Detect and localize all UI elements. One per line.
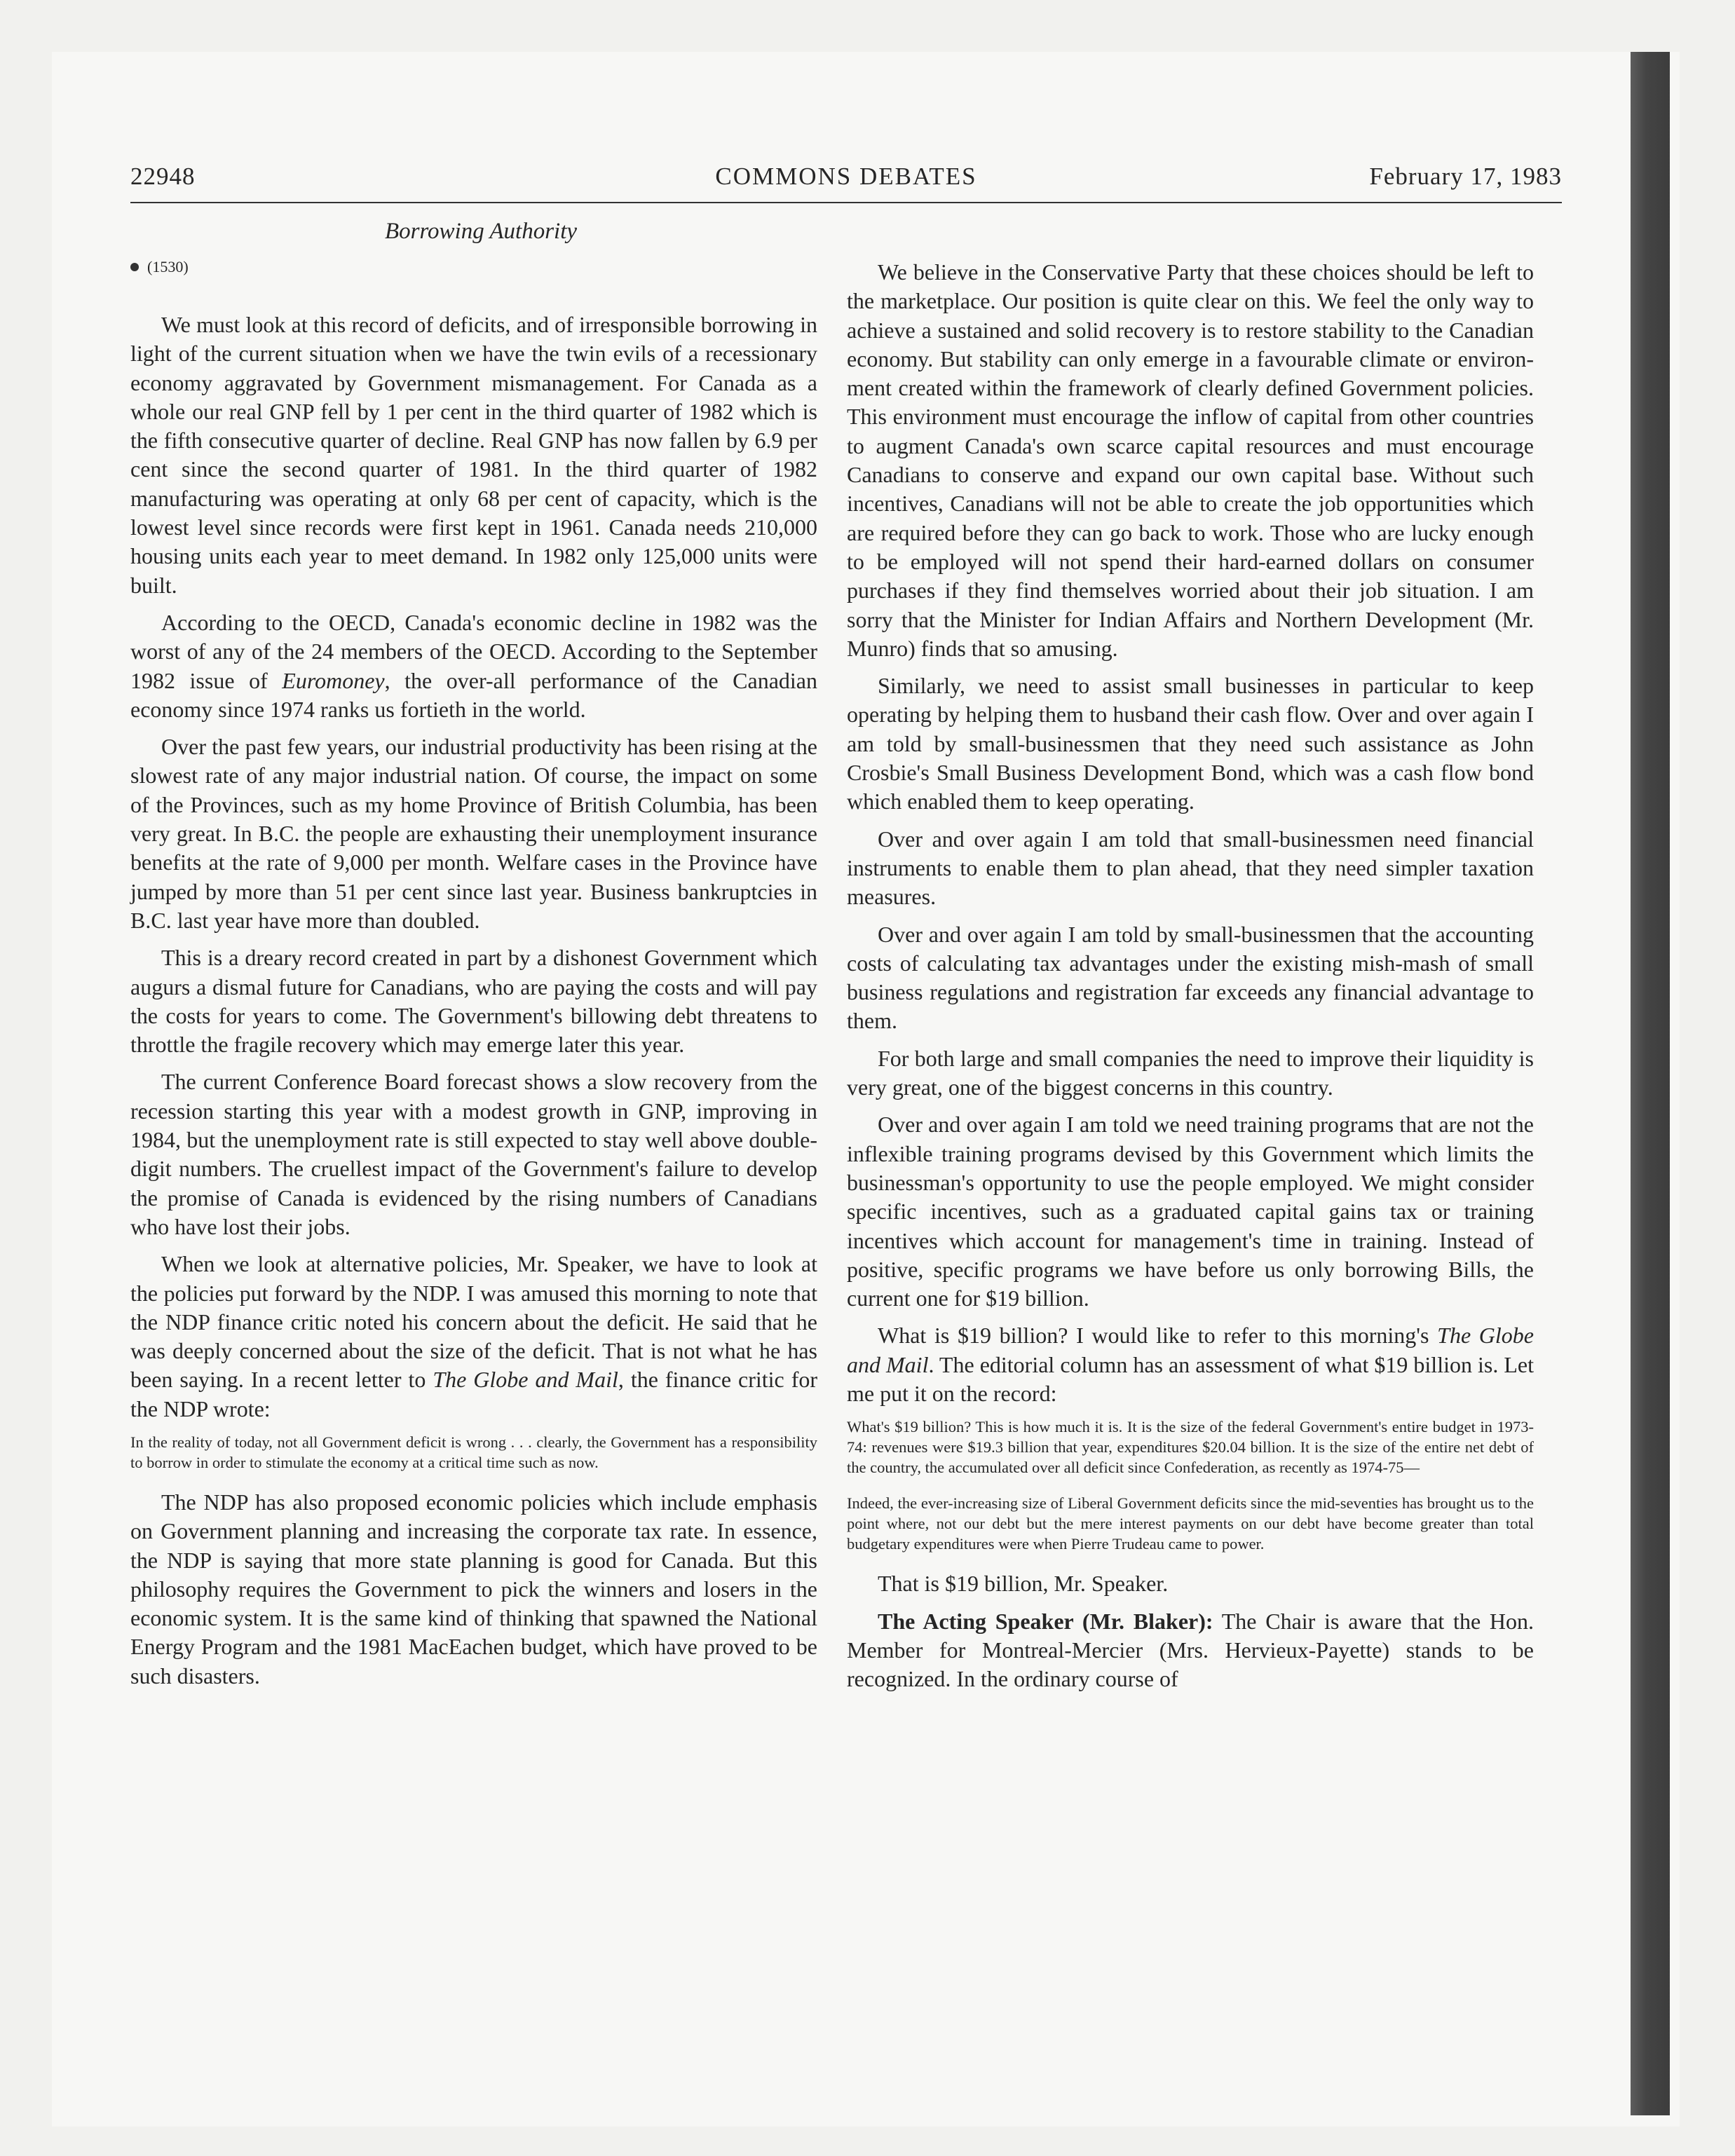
paragraph: We must look at this record of deficits, and of irresponsible borrowing in light of the current situation when we have the twin evils of a recessionary economy aggravated by Government mismanagement. For Canada as a whole our real GNP fell by 1 per cent in the third quarter of 1982 which is the fifth consecutive quarter of decline. Real GNP has now fallen by 6.9 per cent since the second quarter of 1981. In the third quarter of 1982 manufacturing was operating at only 68 per cent of capacity, which is the lowest level since records were first kept in 1961. Canada needs 210,000 housing units each year to meet demand. In 1982 only 125,000 units were built.: [130, 312, 817, 598]
text-run: According to the OECD, Canada's economic decline in 1982 was the worst of any of the 24 members of the OECD. According to the September 1982 issue of: [130, 609, 817, 693]
header-rule: [130, 202, 1562, 203]
text-run: When we look at alternative policies, Mr. Speaker, we have to look at the policies put forward by the NDP. I was amused this morning to note that the NDP finance critic noted his concern about the deficit. He said that he was deeply concerned about the size of the deficit. That is not what he has been saying. In a recent letter to: [130, 1251, 817, 1393]
block-quote: Indeed, the ever-increasing size of Liberal Government deficits since the mid-seventies has brought us to the point where, not our debt but the mere interest payments on our debt have become greater than total budgetary expenditures were when Pierre Trudeau came to power.: [847, 1494, 1534, 1553]
paragraph: For both large and small companies the need to improve their liquidity is very great, one of the biggest concerns in this country.: [847, 1045, 1534, 1100]
paragraph: The NDP has also proposed economic policies which include emphasis on Government planning and increasing the corporate tax rate. In essence, the NDP is saying that more state planning is good for Canada. But this philosophy requires the Government to pick the winners and losers in the economic system. It is the same kind of thinking that spawned the National Energy Program and the 1981 MacEachen budget, which have proved to be such disasters.: [130, 1489, 817, 1688]
time-marker-label: (1530): [147, 258, 189, 275]
text-run: , the finance critic for the NDP wrote:: [130, 1367, 818, 1421]
paragraph: Similarly, we need to assist small businesses in particular to keep operating by helping them to husband their cash flow. Over and over again I am told by small-businessmen that they need such assistance as John Crosbie's Small Business Development Bond, which was a cash flow bond which enabled them to keep operating.: [847, 673, 1534, 814]
block-quote: What's $19 billion? This is how much it is. It is the size of the federal Government's entire budget in 1973-74: revenues were $19.3 billion that year, expenditures $20.04 billion. It is the size of the entire net debt of the country, the accumulated over all deficit since Confederation, as recently as 1974-75—: [847, 1418, 1534, 1477]
publication-date: February 17, 1983: [1369, 163, 1562, 190]
paragraph: [847, 1321, 1534, 1408]
paragraph: The current Conference Board forecast shows a slow recovery from the recession starting this year with a modest growth in GNP, improving in 1984, but the unemployment rate is still expected to stay well above double-digit numbers. The cruellest impact of the Government's failure to develop the promise of Canada is evidenced by the rising numbers of Canadians who have lost their jobs.: [130, 1069, 817, 1239]
speaker-name: The Acting Speaker (Mr. Blaker):: [878, 1608, 1213, 1634]
section-title: Borrowing Authority: [384, 219, 578, 244]
paragraph: Over and over again I am told by small-businessmen that the accounting costs of calculating tax advantages under the existing mish-mash of small business regulations and registration far exceeds any financial advantage to them.: [847, 921, 1534, 1034]
paragraph: [130, 1250, 817, 1424]
paragraph: We believe in the Conservative Party that these choices should be left to the marketplace. Our position is quite clear on this. We feel the only way to achieve a sustained and solid recovery is to restore stability to the Canadian economy. But stability can only emerge in a favourable climate or environment created within the framework of clearly defined Government policies. This environment must encourage the inflow of capital from other countries to augment Canada's own scarce capital resources and must encourage Canadians to conserve and expand our own capital base. Without such incentives, Canadians will not be able to create the job opportunities which are required before they can go back to work. Those who are lucky enough to be employed will not spend their hard-earned dollars on consumer purchases if they find themselves worried about their job situation. I am sorry that the Minister for Indian Affairs and Northern Development (Mr. Munro) finds that so amusing.: [847, 259, 1534, 661]
paragraph: Over and over again I am told that small-businessmen need financial instruments to enable them to plan ahead, that they need simpler taxation measures.: [847, 826, 1534, 910]
publication-name: The Globe and Mail: [847, 1323, 1535, 1377]
bullet-icon: [130, 263, 139, 271]
text-run: What is $19 billion? I would like to refer to this morning's: [878, 1323, 1438, 1349]
paragraph: [130, 608, 817, 724]
text-run: . The editorial column has an assessment of what $19 billion is. Let me put it on the record:: [847, 1351, 1535, 1406]
time-marker: [130, 252, 817, 281]
paragraph: This is a dreary record created in part by a dishonest Government which augurs a dismal future for Canadians, who are paying the costs and will pay the costs for years to come. The Government's billowing debt threatens to throttle the fragile recovery which may emerge later this year.: [130, 945, 817, 1058]
publication-title: COMMONS DEBATES: [715, 163, 977, 190]
publication-name: The Globe and Mail: [433, 1367, 618, 1393]
block-quote: In the reality of today, not all Government deficit is wrong . . . clearly, the Government has a responsibility to borrow in order to stimulate the economy at a critical time such as now.: [130, 1433, 817, 1471]
text-run: The Chair is aware that the Hon. Member for Montreal-Mercier (Mrs. Hervieux-Payette) stands to be recognized. In the ordinary course of: [847, 1608, 1535, 1692]
paragraph: Over the past few years, our industrial productivity has been rising at the slowest rate of any major industrial nation. Of course, the impact on some of the Provinces, such as my home Province of British Columbia, has been very great. In B.C. the people are exhausting their unemployment insurance benefits at the rate of 9,000 per month. Welfare cases in the Province have jumped by more than 51 per cent since last year. Business bankruptcies in B.C. last year have more than doubled.: [130, 734, 817, 933]
running-header: [130, 163, 1562, 198]
publication-name: Euromoney: [282, 667, 385, 693]
paragraph: That is $19 billion, Mr. Speaker.: [878, 1571, 1169, 1597]
text-run: , the over-all performance of the Canadian economy since 1974 ranks us fortieth in the world.: [130, 667, 818, 722]
page-edge-shadow: [1631, 52, 1670, 2115]
page-number: 22948: [130, 163, 196, 190]
right-column: [847, 258, 1534, 1702]
paragraph: [847, 1607, 1534, 1694]
left-column: [130, 252, 817, 1699]
paragraph: Over and over again I am told we need training programs that are not the inflexible training programs devised by this Government which limits the businessman's opportunity to use the people employed. We might consider specific incentives, such as a graduated capital gains tax or training incentives which account for management's time in training. Instead of positive, specific programs we have before us only borrowing Bills, the current one for $19 billion.: [847, 1112, 1534, 1311]
